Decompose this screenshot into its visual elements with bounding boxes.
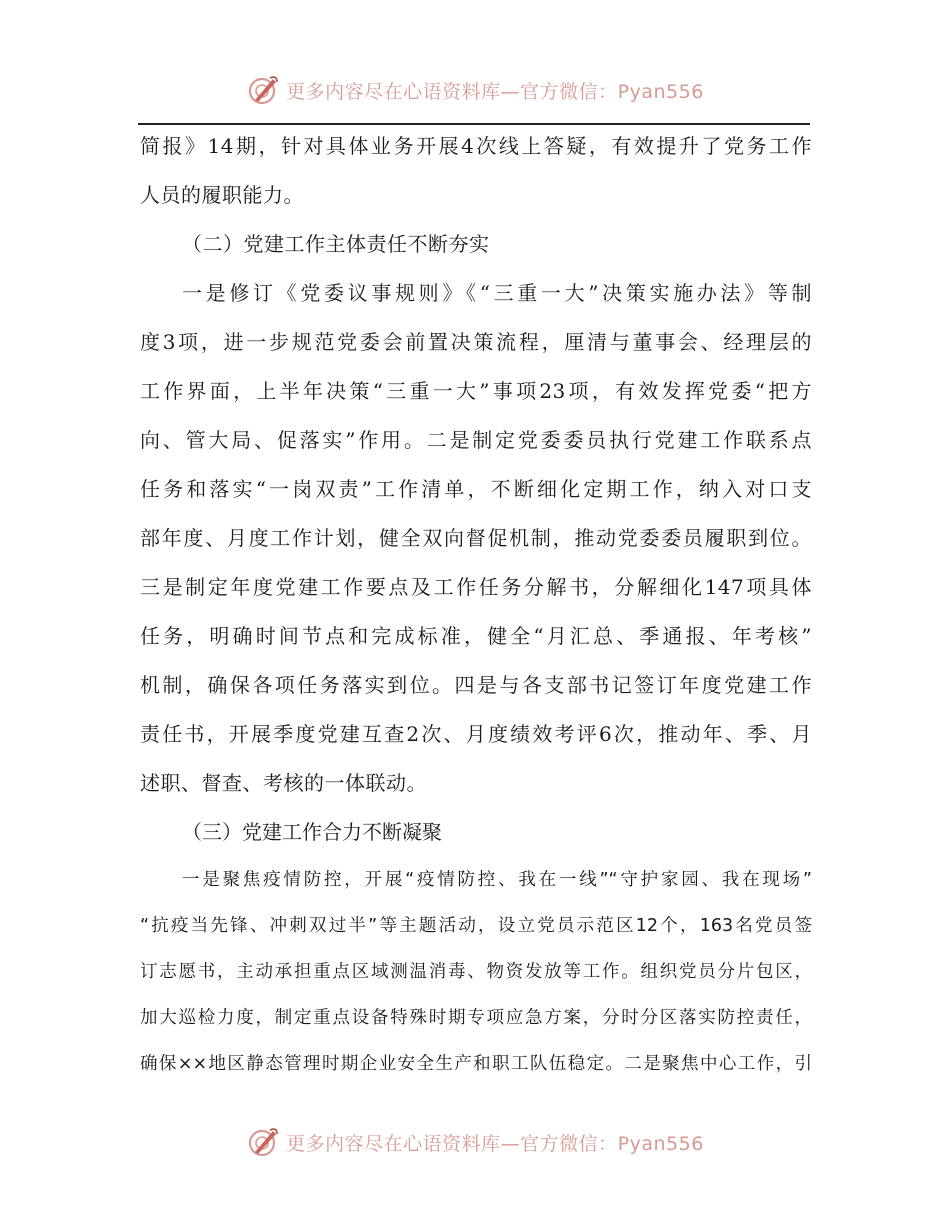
paragraph-line: 向、管大局、促落实”作用。二是制定党委委员执行党建工作联系点 (140, 428, 812, 452)
watermark-text: 更多内容尽在心语资料库—官方微信：Pyan556 (286, 80, 704, 103)
paragraph-line: 人员的履职能力。 (140, 183, 304, 207)
paragraph-line: 任务和落实“一岗双责”工作清单，不断细化定期工作，纳入对口支 (140, 477, 812, 501)
paragraph-line: 简报》14期，针对具体业务开展4次线上答疑，有效提升了党务工作 (140, 134, 812, 158)
paragraph-line: 加大巡检力度，制定重点设备特殊时期专项应急方案，分时分区落实防控责任， (140, 1008, 812, 1028)
quill-seal-icon (246, 73, 280, 107)
paragraph-line: 部年度、月度工作计划，健全双向督促机制，推动党委委员履职到位。 (140, 526, 812, 550)
quill-seal-icon (246, 1125, 280, 1159)
paragraph-line: 一是聚焦疫情防控，开展“疫情防控、我在一线”“守护家园、我在现场” (182, 870, 812, 890)
paragraph-line: 责任书，开展季度党建互查2次、月度绩效考评6次，推动年、季、月 (140, 722, 812, 746)
paragraph-line: 工作界面，上半年决策“三重一大”事项23项，有效发挥党委“把方 (140, 379, 812, 403)
paragraph-line: 机制，确保各项任务落实到位。四是与各支部书记签订年度党建工作 (140, 673, 812, 697)
paragraph-line: 一是修订《党委议事规则》《“三重一大”决策实施办法》等制 (182, 281, 812, 305)
section-heading: （三）党建工作合力不断凝聚 (182, 820, 442, 844)
section-3 (140, 808, 812, 1087)
section-2 (140, 220, 812, 808)
section-heading: （二）党建工作主体责任不断夯实 (182, 232, 490, 256)
paragraph-line: 确保××地区静态管理时期企业安全生产和职工队伍稳定。二是聚焦中心工作，引 (140, 1054, 812, 1074)
header-watermark (0, 70, 950, 110)
watermark-text: 更多内容尽在心语资料库—官方微信：Pyan556 (286, 1132, 704, 1155)
paragraph-line: 三是制定年度党建工作要点及工作任务分解书，分解细化147项具体 (140, 575, 812, 599)
document-body (140, 122, 812, 1087)
footer-watermark (0, 1122, 950, 1162)
section-1-continuation (140, 122, 812, 220)
paragraph-line: 度3项，进一步规范党委会前置决策流程，厘清与董事会、经理层的 (140, 330, 812, 354)
paragraph-line: 订志愿书，主动承担重点区域测温消毒、物资发放等工作。组织党员分片包区， (140, 962, 812, 982)
paragraph-line: “抗疫当先锋、冲刺双过半”等主题活动，设立党员示范区12个，163名党员签 (140, 916, 812, 936)
paragraph-line: 述职、督查、考核的一体联动。 (140, 771, 427, 795)
paragraph-line: 任务，明确时间节点和完成标准，健全“月汇总、季通报、年考核” (140, 624, 812, 648)
